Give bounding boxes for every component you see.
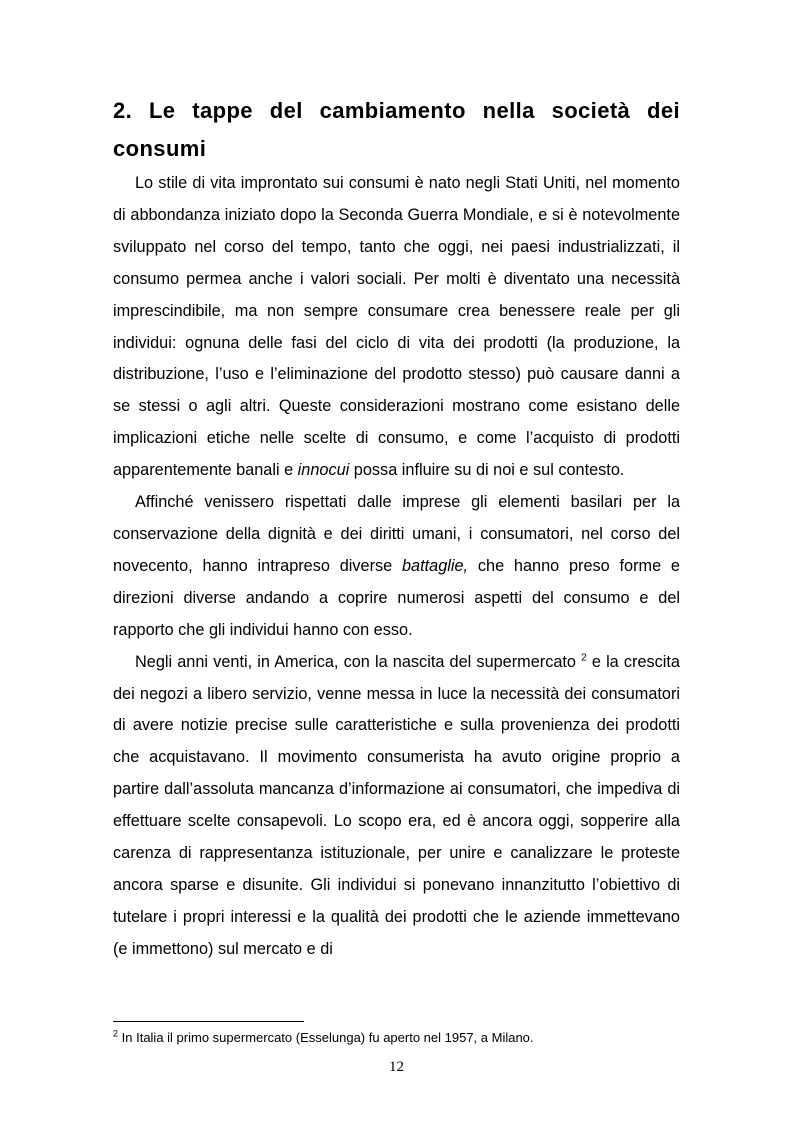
footnote-divider: [113, 1021, 304, 1022]
footnote-reference[interactable]: 2: [581, 652, 587, 664]
paragraph-3: [113, 647, 680, 966]
italic-innocui: innocui: [297, 461, 350, 480]
paragraph-1-text: Lo stile di vita improntato sui consumi è nato negli Stati Uniti, nel momento di abbondanza iniziato dopo la Seconda Guerra Mondiale, e si è notevolmente sviluppato nel corso del tempo, tanto che oggi, nei paesi industrializzati, il consumo permea anche i valori sociali. Per molti è diventato una necessità imprescindibile, ma non sempre consumare crea benessere reale per gli individui: ognuna delle fasi del ciclo di vita dei prodotti (la produzione, la distribuzione, l’uso e l’eliminazione del prodotto stesso) può causare danni a se stessi o agli altri. Queste considerazioni mostrano come esistano delle implicazioni etiche nelle scelte di consumo, e come l’acquisto di prodotti apparentemente banali e: [113, 174, 680, 480]
footnote: [113, 1029, 680, 1047]
section-heading: 2. Le tappe del cambiamento nella società dei consumi: [113, 98, 680, 161]
paragraph-2-start: Affinché venissero rispettati dalle imprese gli elementi basilari per la conservazione della dignità e dei diritti umani, i consumatori, nel corso del novecento, hanno intrapreso diverse: [113, 493, 680, 575]
paragraph-1: [113, 168, 680, 487]
page-number: 12: [389, 1059, 404, 1075]
body-text: [113, 168, 680, 966]
paragraph-3-end: e la crescita dei negozi a libero servizio, venne messa in luce la necessità dei consumatori di avere notizie precise sulle caratteristiche e sulla provenienza dei prodotti che acquistavano. Il movimento consumerista ha avuto origine proprio a partire dall’assoluta mancanza d’informazione ai consumatori, che impediva di effettuare scelte consapevoli. Lo scopo era, ed è ancora oggi, sopperire alla carenza di rappresentanza istituzionale, per unire e canalizzare le proteste ancora sparse e disunite. Gli individui si ponevano innanzitutto l’obiettivo di tutelare i propri interessi e la qualità dei prodotti che le aziende immettevano (e immettono) sul mercato e di: [113, 652, 680, 958]
paragraph-2-end: che hanno preso forme e direzioni diverse andando a coprire numerosi aspetti del consumo e del rapporto che gli individui hanno con esso.: [113, 556, 680, 639]
footnote-marker: 2: [113, 1028, 119, 1039]
footnote-text: In Italia il primo supermercato (Esselunga) fu aperto nel 1957, a Milano.: [121, 1030, 534, 1045]
italic-battaglie: battaglie,: [402, 556, 469, 575]
paragraph-3-start: Negli anni venti, in America, con la nascita del supermercato: [135, 652, 576, 671]
paragraph-1-end: possa influire su di noi e sul contesto.: [349, 461, 625, 480]
paragraph-2: [113, 487, 680, 647]
